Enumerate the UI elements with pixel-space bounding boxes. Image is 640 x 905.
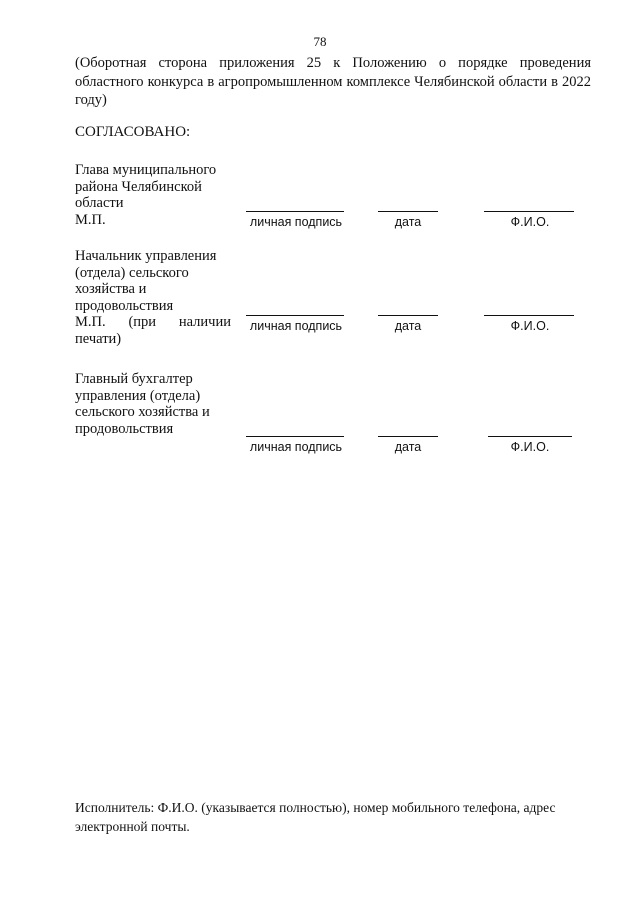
executor-note: Исполнитель: Ф.И.О. (указывается полностью), номер мобильного телефона, адрес электронной почты.	[75, 800, 556, 834]
caption-signature-3: личная подпись	[249, 440, 343, 454]
caption-name-3: Ф.И.О.	[510, 440, 550, 454]
caption-signature-1: личная подпись	[249, 215, 343, 229]
caption-signature-2: личная подпись	[249, 319, 343, 333]
date-line-3	[378, 436, 438, 437]
signatory-1-line-4: М.П.	[75, 211, 106, 228]
signatory-3-title	[75, 371, 235, 437]
name-line-2	[484, 315, 574, 316]
caption-name-1: Ф.И.О.	[510, 215, 550, 229]
signatory-1-title	[75, 162, 235, 228]
signatory-2-title	[75, 248, 235, 348]
signatory-1-line-1: Глава муниципального	[75, 162, 217, 178]
signatory-1-line-2: района Челябинской	[75, 178, 202, 195]
signature-line-1	[246, 211, 344, 212]
stamp-word-3: наличии	[178, 314, 231, 331]
signature-line-2	[246, 315, 344, 316]
header-note: (Оборотная сторона приложения 25 к Положению о порядке проведения областного конкурса в агропромышленном комплексе Челябинской области в 2022 году)	[75, 55, 591, 108]
caption-date-1: дата	[394, 215, 422, 229]
date-line-2	[378, 315, 438, 316]
stamp-note-tail: печати)	[75, 330, 122, 347]
stamp-word-2: (при	[128, 314, 157, 331]
signatory-2-line-4: продовольствия	[75, 297, 174, 314]
name-line-3	[488, 436, 572, 437]
agreed-heading: СОГЛАСОВАНО:	[75, 124, 191, 140]
signatory-3-line-1: Главный бухгалтер	[75, 371, 193, 387]
signature-line-3	[246, 436, 344, 437]
caption-date-3: дата	[394, 440, 422, 454]
signatory-3-line-4: продовольствия	[75, 420, 174, 437]
name-line-1	[484, 211, 574, 212]
caption-date-2: дата	[394, 319, 422, 333]
stamp-word-1: М.П.	[75, 314, 106, 331]
date-line-1	[378, 211, 438, 212]
signatory-2-line-1: Начальник управления	[75, 248, 217, 264]
caption-name-2: Ф.И.О.	[510, 319, 550, 333]
signatory-3-line-2: управления (отдела)	[75, 387, 201, 404]
signatory-3-line-3: сельского хозяйства и	[75, 404, 210, 421]
signatory-2-line-2: (отдела) сельского	[75, 264, 189, 281]
signatory-1-line-3: области	[75, 195, 124, 212]
page-number: 78	[313, 34, 327, 49]
stamp-note	[75, 314, 231, 331]
signatory-2-line-3: хозяйства и	[75, 281, 147, 298]
